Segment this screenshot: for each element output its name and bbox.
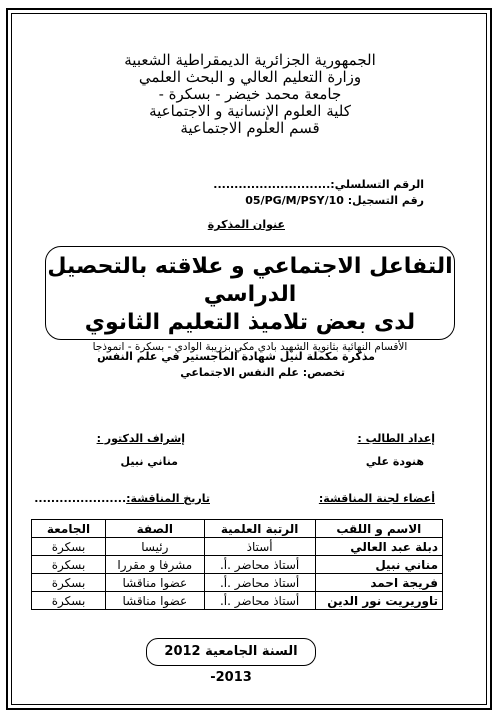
- member-university: بسكرة: [32, 574, 106, 592]
- supervisor-label: إشراف الدكتور :: [96, 432, 185, 445]
- discussion-date-dots: ......................: [34, 492, 127, 505]
- student-label: إعداد الطالب :: [357, 432, 435, 445]
- discussion-date-label: تاريخ المناقشة:: [126, 492, 210, 505]
- member-name: تاوريريت نور الدين: [315, 592, 442, 610]
- serial-dots: ............................: [213, 178, 331, 191]
- registration-label: رقم التسجيل:: [347, 194, 424, 207]
- header-university: الجامعة: [32, 520, 106, 538]
- header-line-4: كلية العلوم الإنسانية و الاجتماعية: [149, 102, 351, 120]
- committee-table: [31, 519, 443, 610]
- member-rank: أستاذ محاضر .أ.: [204, 592, 315, 610]
- header-line-1: الجمهورية الجزائرية الديمقراطية الشعبية: [124, 51, 376, 69]
- academic-year-value: 2012 -2013: [164, 644, 252, 685]
- member-rank: أستاذ محاضر .أ.: [204, 556, 315, 574]
- header-name: الاسم و اللقب: [315, 520, 442, 538]
- member-rank: أستاذ محاضر .أ.: [204, 574, 315, 592]
- header-line-3: جامعة محمد خيضر - بسكرة -: [158, 85, 342, 103]
- member-rank: أستاذ: [204, 538, 315, 556]
- header-line-5: قسم العلوم الاجتماعية: [180, 119, 320, 137]
- title-subtitle: الأقسام النهائية بثانوية الشهيد بادي مكي بزريبة الوادي - بسكرة - انموذجا: [92, 341, 408, 353]
- header-line-2: وزارة التعليم العالي و البحث العلمي: [138, 68, 362, 86]
- member-role: رئيسا: [106, 538, 205, 556]
- member-name: مناني نبيل: [315, 556, 442, 574]
- table-row: [32, 592, 443, 610]
- registration-row: [245, 194, 424, 207]
- member-name: دبلة عبد العالي: [315, 538, 442, 556]
- serial-number-row: [213, 178, 424, 191]
- student-name: هنودة علي: [365, 455, 424, 468]
- header-role: الصفة: [106, 520, 205, 538]
- member-university: بسكرة: [32, 556, 106, 574]
- committee-label: أعضاء لجنة المناقشة:: [318, 492, 435, 505]
- academic-year-label: السنة الجامعية: [205, 644, 298, 659]
- table-row: [32, 574, 443, 592]
- title-line-1: التفاعل الاجتماعي و علاقته بالتحصيل الدراسي: [47, 254, 453, 307]
- academic-year-box: [146, 638, 316, 685]
- serial-label: الرقم التسلسلي:: [330, 178, 424, 191]
- member-role: عضوا مناقشا: [106, 574, 205, 592]
- degree-line-2: تخصص: علم النفس الاجتماعي: [180, 366, 345, 379]
- table-row: [32, 538, 443, 556]
- title-line-2: لدى بعض تلاميذ التعليم الثانوي: [84, 310, 416, 335]
- title-box: [45, 246, 455, 353]
- supervisor-name: مناني نبيل: [120, 455, 178, 468]
- institution-header: [0, 52, 500, 137]
- discussion-date-row: [34, 492, 210, 505]
- registration-value: 05/PG/M/PSY/10: [245, 194, 344, 207]
- thesis-title-label: عنوان المذكرة: [207, 218, 285, 231]
- member-name: فريجة احمد: [315, 574, 442, 592]
- member-university: بسكرة: [32, 538, 106, 556]
- member-role: عضوا مناقشا: [106, 592, 205, 610]
- member-university: بسكرة: [32, 592, 106, 610]
- header-rank: الرتبة العلمية: [204, 520, 315, 538]
- table-row: [32, 556, 443, 574]
- table-header-row: [32, 520, 443, 538]
- member-role: مشرفا و مقررا: [106, 556, 205, 574]
- degree-line-1: مذكرة مكملة لنيل شهادة الماجستير في علم النفس: [97, 350, 375, 363]
